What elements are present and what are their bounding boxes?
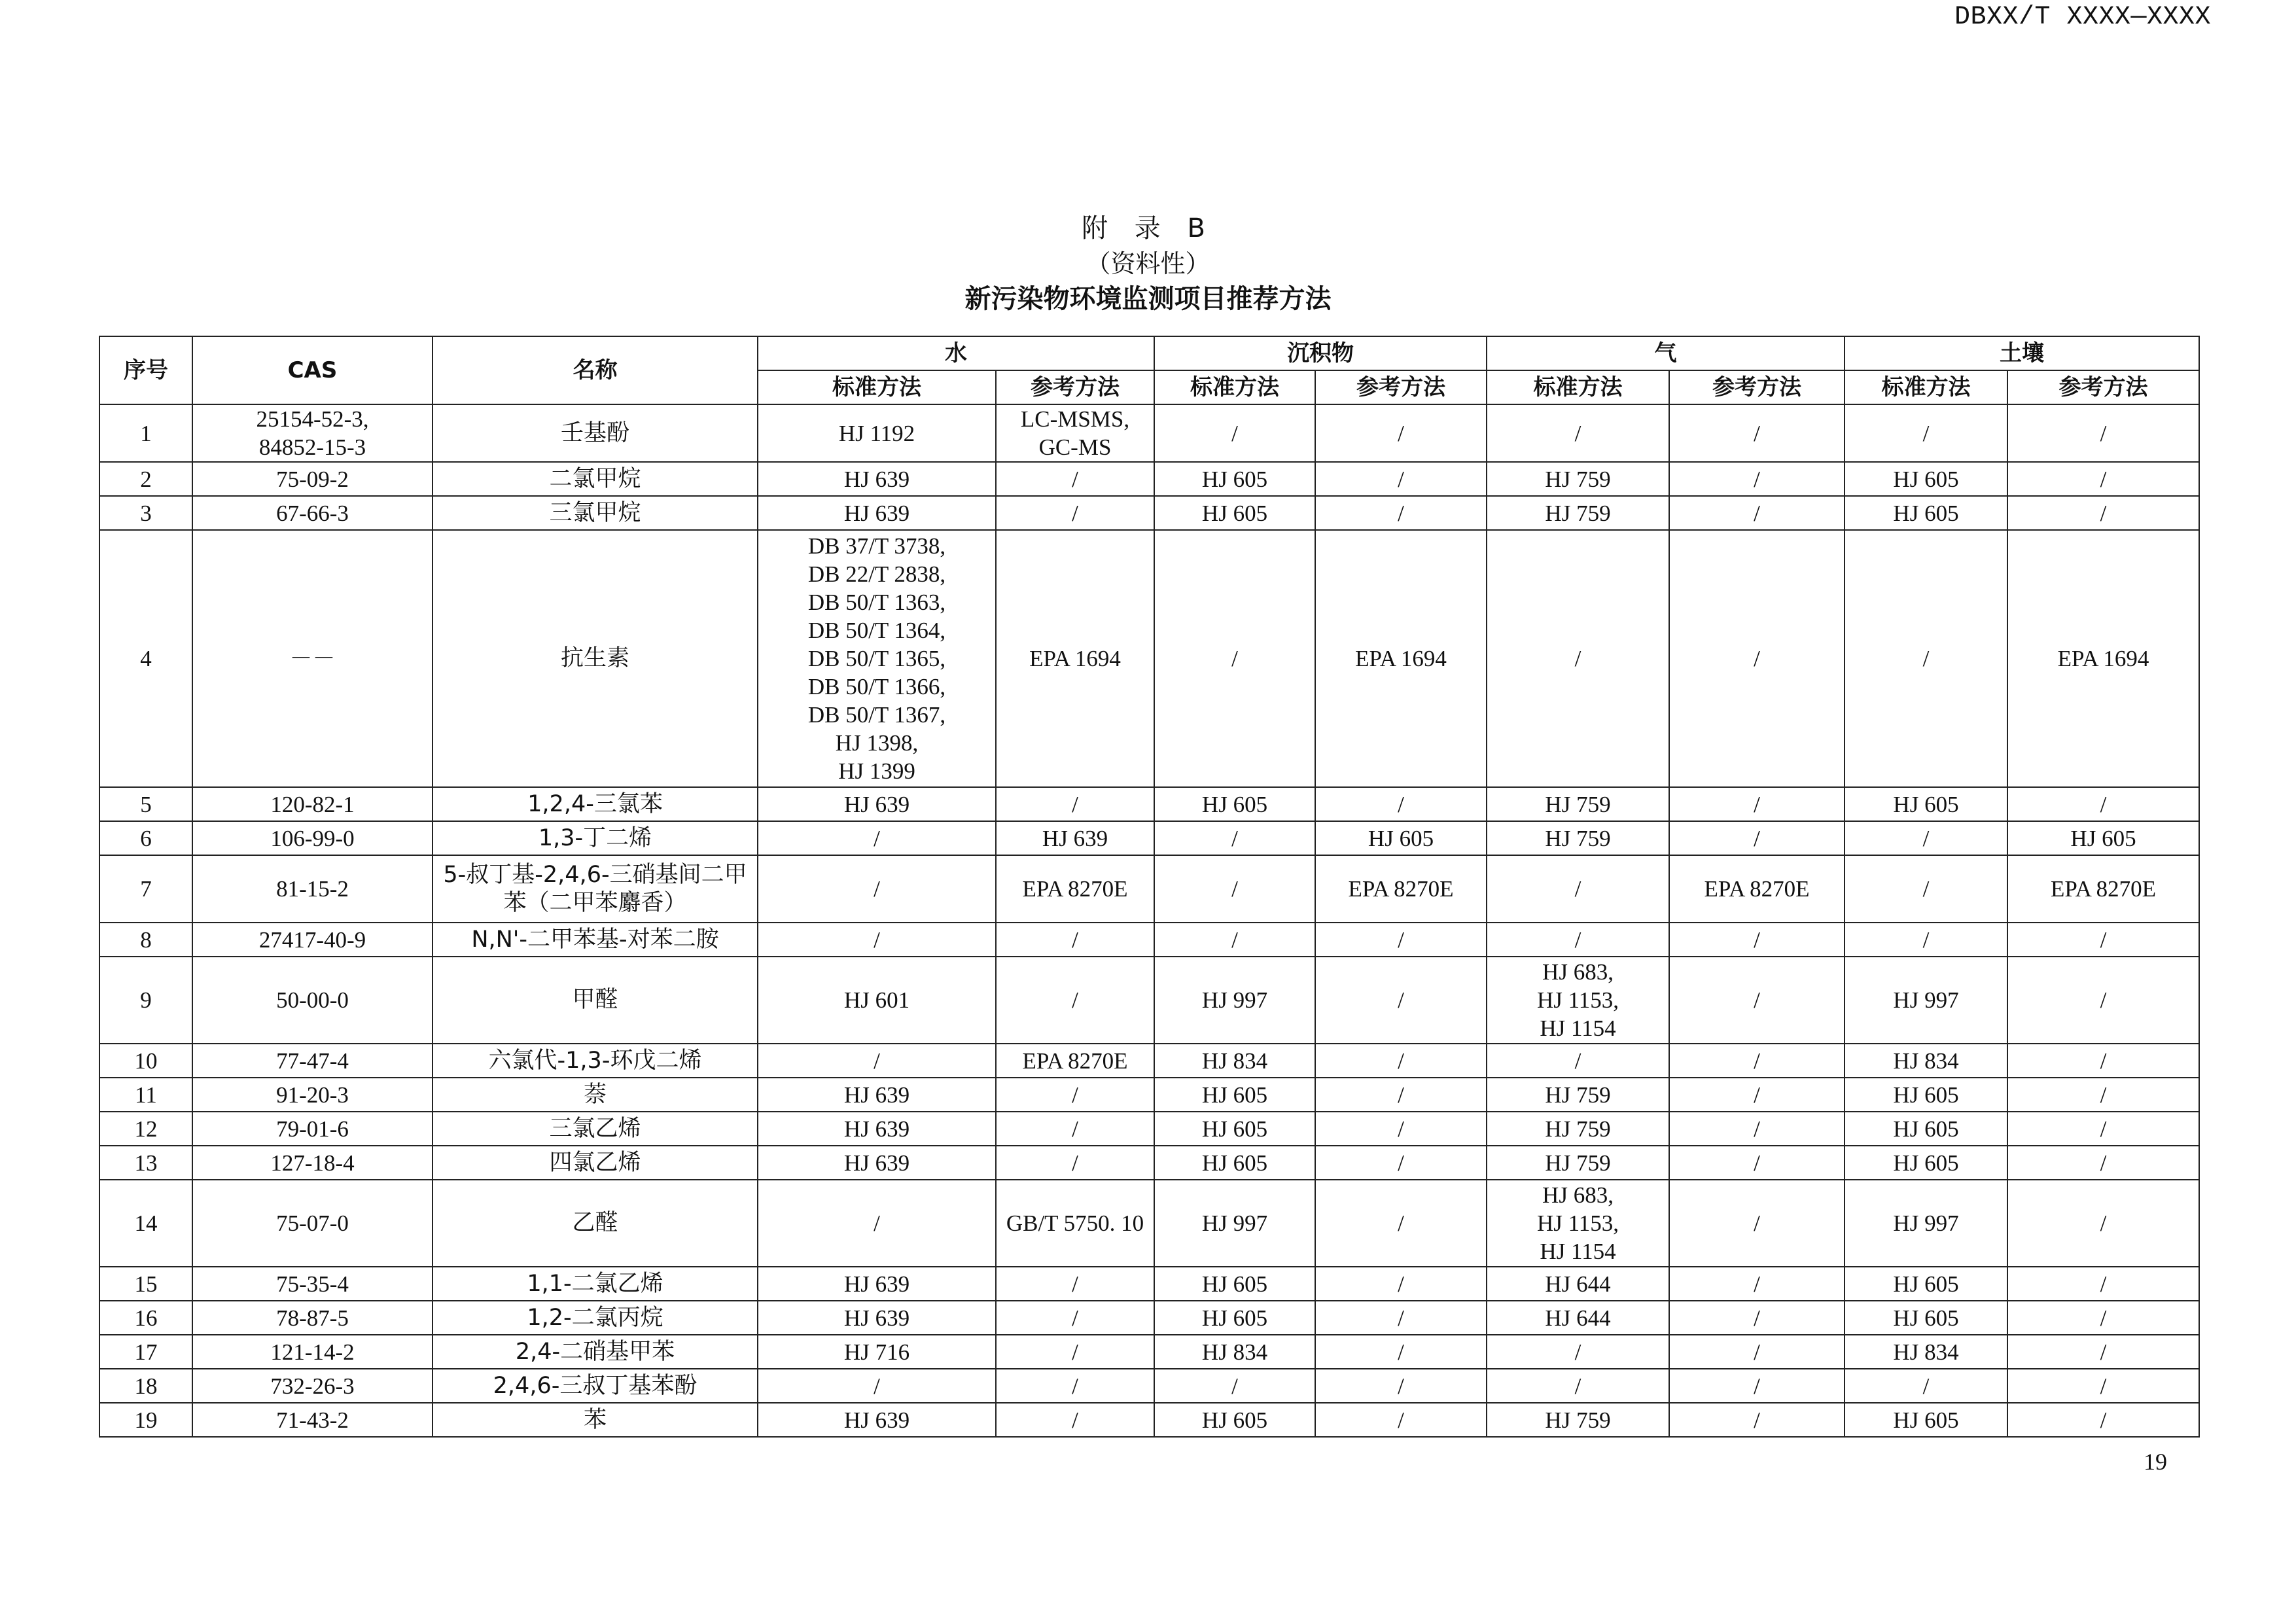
cell-sediment-standard: HJ 834 xyxy=(1154,1335,1315,1369)
cell-seq: 19 xyxy=(99,1403,192,1437)
cell-cas: 71-43-2 xyxy=(192,1403,433,1437)
cell-sediment-standard: / xyxy=(1154,404,1315,462)
cell-water-reference: / xyxy=(996,1369,1154,1403)
cell-name: 甲醛 xyxy=(433,957,758,1044)
cell-soil-reference: HJ 605 xyxy=(2007,821,2199,855)
cell-soil-reference: / xyxy=(2007,787,2199,821)
cell-sediment-reference: / xyxy=(1315,462,1487,496)
cell-sediment-standard: / xyxy=(1154,530,1315,787)
cell-water-reference: HJ 639 xyxy=(996,821,1154,855)
cell-seq: 8 xyxy=(99,923,192,957)
table-row xyxy=(99,1044,2199,1078)
table-row xyxy=(99,530,2199,787)
cell-seq: 9 xyxy=(99,957,192,1044)
cell-water-reference: / xyxy=(996,1112,1154,1146)
appendix-label: 附 录 B xyxy=(1082,213,1214,243)
table-row xyxy=(99,1112,2199,1146)
cell-soil-reference: / xyxy=(2007,957,2199,1044)
header-reference-method: 参考方法 xyxy=(1669,370,1845,404)
cell-sediment-standard: / xyxy=(1154,923,1315,957)
cell-soil-reference: / xyxy=(2007,404,2199,462)
cell-soil-reference: / xyxy=(2007,1112,2199,1146)
cell-cas: －－ xyxy=(192,530,433,787)
cell-name: 二氯甲烷 xyxy=(433,462,758,496)
table-row xyxy=(99,957,2199,1044)
cell-sediment-reference: / xyxy=(1315,1369,1487,1403)
cell-air-reference: / xyxy=(1669,1267,1845,1301)
cell-cas: 25154-52-3, 84852-15-3 xyxy=(192,404,433,462)
cell-soil-standard: / xyxy=(1845,923,2007,957)
cell-seq: 3 xyxy=(99,496,192,530)
header-standard-method: 标准方法 xyxy=(1845,370,2007,404)
cell-soil-reference: EPA 8270E xyxy=(2007,855,2199,923)
cell-cas: 27417-40-9 xyxy=(192,923,433,957)
cell-sediment-reference: / xyxy=(1315,923,1487,957)
cell-air-standard: / xyxy=(1487,1369,1669,1403)
cell-water-standard: HJ 639 xyxy=(758,1403,996,1437)
cell-water-reference: / xyxy=(996,1267,1154,1301)
cell-air-reference: / xyxy=(1669,821,1845,855)
table-row xyxy=(99,923,2199,957)
table-title: 新污染物环境监测项目推荐方法 xyxy=(964,284,1332,314)
cell-water-standard: HJ 639 xyxy=(758,1267,996,1301)
cell-soil-reference: EPA 1694 xyxy=(2007,530,2199,787)
cell-soil-standard: HJ 834 xyxy=(1845,1335,2007,1369)
cell-air-standard: / xyxy=(1487,1044,1669,1078)
table-row xyxy=(99,404,2199,462)
cell-seq: 4 xyxy=(99,530,192,787)
cell-name: 抗生素 xyxy=(433,530,758,787)
header-standard-method: 标准方法 xyxy=(1487,370,1669,404)
cell-air-reference: / xyxy=(1669,957,1845,1044)
cell-seq: 5 xyxy=(99,787,192,821)
cell-water-reference: / xyxy=(996,496,1154,530)
cell-sediment-reference: / xyxy=(1315,1146,1487,1180)
cell-seq: 14 xyxy=(99,1180,192,1267)
cell-soil-standard: HJ 605 xyxy=(1845,1301,2007,1335)
header-group-soil: 土壤 xyxy=(1845,336,2199,370)
cell-sediment-reference: / xyxy=(1315,496,1487,530)
cell-soil-reference: / xyxy=(2007,1369,2199,1403)
cell-soil-standard: HJ 605 xyxy=(1845,787,2007,821)
cell-water-standard: / xyxy=(758,1369,996,1403)
cell-soil-standard: HJ 605 xyxy=(1845,1112,2007,1146)
cell-cas: 75-09-2 xyxy=(192,462,433,496)
cell-sediment-standard: HJ 834 xyxy=(1154,1044,1315,1078)
appendix-nature: （资料性） xyxy=(1086,249,1210,278)
cell-air-standard: HJ 644 xyxy=(1487,1301,1669,1335)
cell-sediment-reference: EPA 8270E xyxy=(1315,855,1487,923)
methods-table xyxy=(99,336,2200,1438)
cell-air-reference: / xyxy=(1669,1180,1845,1267)
cell-cas: 77-47-4 xyxy=(192,1044,433,1078)
cell-seq: 10 xyxy=(99,1044,192,1078)
header-reference-method: 参考方法 xyxy=(1315,370,1487,404)
cell-water-standard: DB 37/T 3738, DB 22/T 2838, DB 50/T 1363, DB 50/T 1364, DB 50/T 1365, DB 50/T 1366, DB 50/T 1367, HJ 1398, HJ 1399 xyxy=(758,530,996,787)
cell-sediment-reference: / xyxy=(1315,1403,1487,1437)
cell-sediment-reference: / xyxy=(1315,957,1487,1044)
cell-sediment-reference: / xyxy=(1315,787,1487,821)
header-group-sediment: 沉积物 xyxy=(1154,336,1487,370)
cell-sediment-standard: HJ 605 xyxy=(1154,1267,1315,1301)
cell-sediment-standard: / xyxy=(1154,821,1315,855)
cell-sediment-standard: / xyxy=(1154,1369,1315,1403)
document-code: DBXX/T XXXX—XXXX xyxy=(1954,3,2211,32)
header-name: 名称 xyxy=(433,336,758,404)
cell-sediment-standard: HJ 605 xyxy=(1154,1301,1315,1335)
cell-soil-standard: HJ 997 xyxy=(1845,957,2007,1044)
table-row xyxy=(99,1403,2199,1437)
cell-soil-reference: / xyxy=(2007,496,2199,530)
cell-water-standard: / xyxy=(758,923,996,957)
cell-air-reference: / xyxy=(1669,1112,1845,1146)
cell-air-reference: / xyxy=(1669,1078,1845,1112)
cell-air-standard: / xyxy=(1487,530,1669,787)
cell-air-reference: / xyxy=(1669,462,1845,496)
table-row xyxy=(99,1301,2199,1335)
table-body xyxy=(99,404,2199,1437)
table-row xyxy=(99,496,2199,530)
header-standard-method: 标准方法 xyxy=(758,370,996,404)
cell-air-standard: HJ 759 xyxy=(1487,821,1669,855)
cell-name: N,N'-二甲苯基-对苯二胺 xyxy=(433,923,758,957)
cell-water-reference: / xyxy=(996,1403,1154,1437)
header-group-water: 水 xyxy=(758,336,1154,370)
cell-water-reference: EPA 8270E xyxy=(996,855,1154,923)
cell-soil-standard: HJ 605 xyxy=(1845,462,2007,496)
cell-air-reference: / xyxy=(1669,1403,1845,1437)
cell-soil-standard: HJ 605 xyxy=(1845,1078,2007,1112)
cell-cas: 81-15-2 xyxy=(192,855,433,923)
cell-water-reference: / xyxy=(996,923,1154,957)
cell-cas: 67-66-3 xyxy=(192,496,433,530)
cell-sediment-reference: HJ 605 xyxy=(1315,821,1487,855)
table-row xyxy=(99,462,2199,496)
header-standard-method: 标准方法 xyxy=(1154,370,1315,404)
cell-air-standard: HJ 644 xyxy=(1487,1267,1669,1301)
cell-air-standard: HJ 759 xyxy=(1487,462,1669,496)
cell-air-reference: / xyxy=(1669,1301,1845,1335)
cell-name: 三氯乙烯 xyxy=(433,1112,758,1146)
cell-air-standard: HJ 759 xyxy=(1487,496,1669,530)
cell-water-standard: HJ 639 xyxy=(758,787,996,821)
cell-water-standard: HJ 1192 xyxy=(758,404,996,462)
cell-water-standard: HJ 639 xyxy=(758,1301,996,1335)
cell-air-reference: / xyxy=(1669,923,1845,957)
table-row xyxy=(99,855,2199,923)
cell-soil-standard: HJ 605 xyxy=(1845,1146,2007,1180)
cell-air-standard: / xyxy=(1487,1335,1669,1369)
cell-air-standard: / xyxy=(1487,923,1669,957)
cell-water-standard: / xyxy=(758,821,996,855)
cell-sediment-reference: / xyxy=(1315,404,1487,462)
header-seq: 序号 xyxy=(99,336,192,404)
cell-sediment-reference: / xyxy=(1315,1112,1487,1146)
cell-seq: 6 xyxy=(99,821,192,855)
cell-air-reference: EPA 8270E xyxy=(1669,855,1845,923)
cell-air-reference: / xyxy=(1669,496,1845,530)
cell-air-reference: / xyxy=(1669,1044,1845,1078)
cell-water-reference: GB/T 5750. 10 xyxy=(996,1180,1154,1267)
cell-seq: 18 xyxy=(99,1369,192,1403)
table-row xyxy=(99,1078,2199,1112)
table-row xyxy=(99,1369,2199,1403)
cell-soil-standard: HJ 834 xyxy=(1845,1044,2007,1078)
cell-water-standard: HJ 639 xyxy=(758,496,996,530)
cell-name: 壬基酚 xyxy=(433,404,758,462)
cell-sediment-standard: HJ 605 xyxy=(1154,787,1315,821)
cell-name: 2,4,6-三叔丁基苯酚 xyxy=(433,1369,758,1403)
cell-soil-standard: HJ 605 xyxy=(1845,496,2007,530)
cell-soil-reference: / xyxy=(2007,1267,2199,1301)
cell-sediment-reference: EPA 1694 xyxy=(1315,530,1487,787)
cell-name: 1,2,4-三氯苯 xyxy=(433,787,758,821)
cell-air-reference: / xyxy=(1669,1146,1845,1180)
cell-name: 1,2-二氯丙烷 xyxy=(433,1301,758,1335)
cell-sediment-standard: HJ 605 xyxy=(1154,496,1315,530)
cell-seq: 13 xyxy=(99,1146,192,1180)
cell-sediment-standard: HJ 997 xyxy=(1154,957,1315,1044)
cell-air-standard: HJ 759 xyxy=(1487,1403,1669,1437)
cell-sediment-standard: HJ 605 xyxy=(1154,1112,1315,1146)
cell-seq: 16 xyxy=(99,1301,192,1335)
cell-seq: 17 xyxy=(99,1335,192,1369)
cell-sediment-reference: / xyxy=(1315,1044,1487,1078)
cell-water-reference: / xyxy=(996,462,1154,496)
cell-sediment-standard: HJ 605 xyxy=(1154,1403,1315,1437)
cell-seq: 7 xyxy=(99,855,192,923)
table-row xyxy=(99,1180,2199,1267)
cell-cas: 127-18-4 xyxy=(192,1146,433,1180)
cell-soil-standard: HJ 997 xyxy=(1845,1180,2007,1267)
cell-water-standard: HJ 639 xyxy=(758,1112,996,1146)
cell-air-standard: HJ 759 xyxy=(1487,787,1669,821)
header-reference-method: 参考方法 xyxy=(2007,370,2199,404)
cell-name: 萘 xyxy=(433,1078,758,1112)
header-cas: CAS xyxy=(192,336,433,404)
cell-seq: 1 xyxy=(99,404,192,462)
cell-soil-reference: / xyxy=(2007,1335,2199,1369)
cell-soil-standard: / xyxy=(1845,1369,2007,1403)
cell-soil-standard: HJ 605 xyxy=(1845,1403,2007,1437)
cell-name: 乙醛 xyxy=(433,1180,758,1267)
cell-water-reference: / xyxy=(996,957,1154,1044)
cell-sediment-reference: / xyxy=(1315,1301,1487,1335)
cell-soil-standard: / xyxy=(1845,530,2007,787)
cell-water-reference: LC-MSMS, GC-MS xyxy=(996,404,1154,462)
title-block xyxy=(0,211,2296,317)
cell-water-standard: / xyxy=(758,1044,996,1078)
cell-water-standard: HJ 601 xyxy=(758,957,996,1044)
cell-cas: 79-01-6 xyxy=(192,1112,433,1146)
cell-water-reference: / xyxy=(996,1335,1154,1369)
cell-air-standard: / xyxy=(1487,404,1669,462)
cell-sediment-standard: HJ 605 xyxy=(1154,1146,1315,1180)
cell-air-reference: / xyxy=(1669,404,1845,462)
cell-cas: 75-35-4 xyxy=(192,1267,433,1301)
cell-water-reference: EPA 1694 xyxy=(996,530,1154,787)
cell-soil-standard: / xyxy=(1845,821,2007,855)
cell-sediment-standard: HJ 605 xyxy=(1154,462,1315,496)
cell-soil-reference: / xyxy=(2007,462,2199,496)
cell-water-standard: HJ 639 xyxy=(758,1146,996,1180)
cell-air-standard: HJ 759 xyxy=(1487,1146,1669,1180)
cell-water-standard: / xyxy=(758,1180,996,1267)
cell-cas: 78-87-5 xyxy=(192,1301,433,1335)
cell-water-reference: / xyxy=(996,787,1154,821)
cell-sediment-standard: HJ 997 xyxy=(1154,1180,1315,1267)
cell-soil-standard: / xyxy=(1845,855,2007,923)
cell-cas: 75-07-0 xyxy=(192,1180,433,1267)
cell-cas: 732-26-3 xyxy=(192,1369,433,1403)
cell-soil-standard: / xyxy=(1845,404,2007,462)
cell-soil-reference: / xyxy=(2007,1078,2199,1112)
header-row-groups xyxy=(99,336,2199,370)
cell-air-standard: HJ 683, HJ 1153, HJ 1154 xyxy=(1487,1180,1669,1267)
cell-soil-reference: / xyxy=(2007,923,2199,957)
header-group-air: 气 xyxy=(1487,336,1845,370)
cell-water-reference: EPA 8270E xyxy=(996,1044,1154,1078)
header-reference-method: 参考方法 xyxy=(996,370,1154,404)
cell-air-reference: / xyxy=(1669,530,1845,787)
cell-name: 六氯代-1,3-环戊二烯 xyxy=(433,1044,758,1078)
cell-seq: 11 xyxy=(99,1078,192,1112)
cell-sediment-reference: / xyxy=(1315,1180,1487,1267)
cell-water-standard: HJ 639 xyxy=(758,1078,996,1112)
cell-name: 四氯乙烯 xyxy=(433,1146,758,1180)
cell-water-reference: / xyxy=(996,1078,1154,1112)
cell-air-standard: / xyxy=(1487,855,1669,923)
cell-sediment-reference: / xyxy=(1315,1267,1487,1301)
cell-sediment-reference: / xyxy=(1315,1335,1487,1369)
cell-air-reference: / xyxy=(1669,1335,1845,1369)
cell-name: 苯 xyxy=(433,1403,758,1437)
cell-soil-standard: HJ 605 xyxy=(1845,1267,2007,1301)
cell-name: 5-叔丁基-2,4,6-三硝基间二甲 苯（二甲苯麝香） xyxy=(433,855,758,923)
table-row xyxy=(99,1267,2199,1301)
cell-seq: 12 xyxy=(99,1112,192,1146)
cell-cas: 121-14-2 xyxy=(192,1335,433,1369)
page-number: 19 xyxy=(2144,1449,2167,1475)
cell-water-reference: / xyxy=(996,1301,1154,1335)
cell-air-reference: / xyxy=(1669,1369,1845,1403)
cell-soil-reference: / xyxy=(2007,1403,2199,1437)
cell-name: 三氯甲烷 xyxy=(433,496,758,530)
cell-seq: 15 xyxy=(99,1267,192,1301)
table-row xyxy=(99,821,2199,855)
cell-name: 1,1-二氯乙烯 xyxy=(433,1267,758,1301)
table-row xyxy=(99,787,2199,821)
cell-cas: 120-82-1 xyxy=(192,787,433,821)
table-row xyxy=(99,1146,2199,1180)
cell-sediment-standard: HJ 605 xyxy=(1154,1078,1315,1112)
cell-air-reference: / xyxy=(1669,787,1845,821)
table-row xyxy=(99,1335,2199,1369)
cell-soil-reference: / xyxy=(2007,1044,2199,1078)
cell-soil-reference: / xyxy=(2007,1146,2199,1180)
cell-cas: 106-99-0 xyxy=(192,821,433,855)
cell-water-standard: HJ 716 xyxy=(758,1335,996,1369)
cell-cas: 50-00-0 xyxy=(192,957,433,1044)
cell-seq: 2 xyxy=(99,462,192,496)
cell-water-reference: / xyxy=(996,1146,1154,1180)
cell-sediment-reference: / xyxy=(1315,1078,1487,1112)
cell-air-standard: HJ 759 xyxy=(1487,1112,1669,1146)
cell-name: 2,4-二硝基甲苯 xyxy=(433,1335,758,1369)
cell-water-standard: / xyxy=(758,855,996,923)
cell-soil-reference: / xyxy=(2007,1301,2199,1335)
cell-name: 1,3-丁二烯 xyxy=(433,821,758,855)
cell-water-standard: HJ 639 xyxy=(758,462,996,496)
cell-cas: 91-20-3 xyxy=(192,1078,433,1112)
cell-soil-reference: / xyxy=(2007,1180,2199,1267)
cell-air-standard: HJ 759 xyxy=(1487,1078,1669,1112)
cell-air-standard: HJ 683, HJ 1153, HJ 1154 xyxy=(1487,957,1669,1044)
cell-sediment-standard: / xyxy=(1154,855,1315,923)
